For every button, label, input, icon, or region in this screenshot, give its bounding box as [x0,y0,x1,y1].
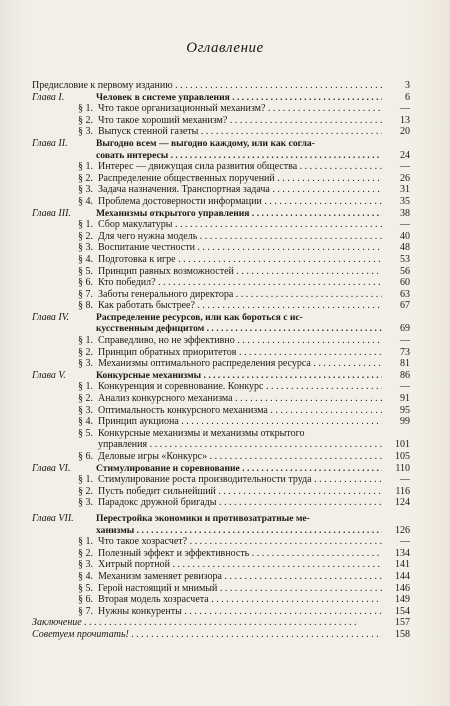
page-number: 86 [400,369,410,381]
page-number: 3 [405,80,410,91]
section-entry [32,289,410,301]
page-number: 31 [400,184,410,196]
page-number: 40 [400,230,410,242]
entry-title: Нужны конкуренты . . . [98,606,382,618]
page-number: 38 [400,207,410,219]
chapter-entry [32,463,410,475]
entry-title: Конкуренция и соревнование. Конкурс . . . [98,381,382,393]
entry-title: Сбор макулатуры . . . [98,219,382,231]
chapter-entry [32,525,410,537]
section-entry [32,416,410,428]
table-of-contents [32,80,410,641]
page-number: 105 [395,451,410,462]
entry-title: Принцип аукциона . . . [98,416,382,428]
page-number: 110 [395,462,410,474]
section-entry [32,300,410,312]
section-number: § 3. [78,184,93,196]
entry-title: Перестройка экономики и противозатратные ме- [96,512,310,524]
page-number: 48 [400,242,410,254]
section-entry [32,335,410,347]
entry-title: Принцип обратных приоритетов . . . [98,347,382,359]
chapter-label: Глава VII. [32,512,74,524]
section-number: § 6. [78,277,93,289]
section-entry [32,161,410,173]
section-number: § 3. [78,559,93,571]
chapter-entry [32,208,410,220]
entry-title: Стимулирование роста производительности труда . . . [98,474,382,486]
entry-title: Вторая модель хозрасчета . . . [98,594,382,606]
section-number: § 5. [78,427,93,439]
section-number: § 6. [78,594,93,606]
chapter-label: Глава III. [32,207,71,219]
page-number: 20 [400,126,410,138]
section-entry [32,266,410,278]
page-number: 56 [400,265,410,277]
chapter-label: Глава V. [32,369,66,381]
entry-title: Что такое организационный механизм? . . . [98,103,382,115]
page-number: 141 [395,559,410,571]
section-entry [32,439,410,451]
section-entry [32,196,410,208]
entry-title: Механизм заменяет ревизора . . . [98,571,382,583]
entry-title: Конкурсные механизмы . . . [96,370,382,382]
section-entry [32,242,410,254]
section-entry [32,474,410,486]
section-entry [32,184,410,196]
entry-title: Что такое хороший механизм? . . . [98,115,382,127]
page-number: — [400,219,410,231]
entry-title: Заботы генерального директора . . . [98,289,382,301]
section-number: § 1. [78,335,93,347]
section-entry [32,606,410,618]
page-number: 13 [400,114,410,126]
section-number: § 5. [78,582,93,594]
entry-title: Заключение . . . [32,617,382,629]
section-entry [32,594,410,606]
toc-entry [32,629,410,641]
section-entry [32,559,410,571]
page-number: 134 [395,547,410,559]
section-number: § 8. [78,300,93,312]
page-number: 154 [395,605,410,617]
entry-title: Предисловие к первому изданию . . . [32,80,382,92]
section-number: § 2. [78,114,93,126]
chapter-label: Глава II. [32,137,68,149]
entry-title: Советуем прочитать! . . . [32,629,382,641]
page-number: 95 [400,404,410,416]
section-entry [32,548,410,560]
section-number: § 1. [78,219,93,231]
toc-entry [32,80,410,92]
page-number: — [400,474,410,486]
entry-title: Проблема достоверности информации . . . [98,196,382,208]
section-number: § 7. [78,605,93,617]
entry-title: Распределение общественных поручений . . . [98,173,382,185]
page-number: 67 [400,300,410,312]
entry-title: Как работать быстрее? . . . [98,300,382,312]
page-number: 146 [395,582,410,594]
toc-entry [32,617,410,629]
page-number: 144 [395,570,410,582]
entry-title: управления . . . [98,439,382,451]
section-entry [32,393,410,405]
entry-title: кусственным дефицитом . . . [96,323,382,335]
section-number: § 7. [78,288,93,300]
page-number: 26 [400,172,410,184]
section-number: § 4. [78,416,93,428]
section-entry [32,451,410,463]
section-entry [32,405,410,417]
chapter-label: Глава IV. [32,311,70,323]
page-number: 35 [400,195,410,207]
entry-title: Справедливо, но не эффективно . . . [98,335,382,347]
entry-title: Выпуск стенной газеты . . . [98,126,382,138]
section-number: § 4. [78,195,93,207]
section-entry [32,358,410,370]
page-number: 149 [395,594,410,606]
section-number: § 2. [78,230,93,242]
section-number: § 1. [78,474,93,486]
page-number: 60 [400,277,410,289]
page-number: — [400,536,410,548]
entry-title: Анализ конкурсного механизма . . . [98,393,382,405]
page-number: 157 [395,617,410,629]
chapter-entry [32,323,410,335]
page-number: 99 [400,416,410,428]
page-number: 81 [400,358,410,370]
page-number: — [400,381,410,393]
page-title: Оглавление [186,40,264,56]
entry-title: Оптимальность конкурсного механизма . . . [98,405,382,417]
entry-title: Механизмы открытого управления . . . [96,208,382,220]
section-number: § 2. [78,547,93,559]
page-number: — [400,161,410,173]
section-entry [32,428,410,440]
section-entry [32,126,410,138]
page-number: 69 [400,323,410,335]
section-entry [32,115,410,127]
entry-title: Выгодно всем — выгодно каждому, или как согла- [96,137,315,149]
page-number: 116 [395,485,410,497]
section-number: § 3. [78,126,93,138]
entry-title: Распределение ресурсов, или как бороться с ис- [96,311,303,323]
page-number: 53 [400,253,410,265]
section-number: § 2. [78,346,93,358]
entry-title: Хитрый портной . . . [98,559,382,571]
entry-title: Стимулирование и соревнование . . . [96,463,382,475]
section-entry [32,254,410,266]
section-number: § 1. [78,536,93,548]
page-number: — [400,103,410,115]
entry-title: Принцип равных возможностей . . . [98,266,382,278]
page-number: — [400,335,410,347]
section-entry [32,571,410,583]
section-number: § 3. [78,497,93,509]
section-number: § 4. [78,253,93,265]
section-number: § 1. [78,381,93,393]
entry-title: Герой настоящий и мнимый . . . [98,583,382,595]
entry-title: Задача назначения. Транспортная задача . . . [98,184,382,196]
page-number: 101 [395,439,410,451]
chapter-entry [32,513,410,525]
chapter-entry [32,370,410,382]
page-number: 124 [395,497,410,509]
chapter-label: Глава I. [32,91,65,103]
section-entry [32,347,410,359]
section-entry [32,536,410,548]
section-entry [32,231,410,243]
chapter-entry [32,138,410,150]
section-number: § 3. [78,358,93,370]
chapter-entry [32,312,410,324]
section-entry [32,277,410,289]
chapter-entry [32,150,410,162]
section-entry [32,219,410,231]
entry-title: Конкурсные механизмы и механизмы открытого [98,427,305,439]
section-entry [32,381,410,393]
section-number: § 6. [78,451,93,462]
entry-title: Парадокс дружной бригады . . . [98,497,382,509]
page-number: 24 [400,149,410,161]
entry-title: Человек в системе управления . . . [96,92,382,104]
section-entry [32,103,410,115]
section-number: § 2. [78,172,93,184]
entry-title: совать интересы . . . [96,150,382,162]
section-number: § 1. [78,103,93,115]
chapter-entry [32,92,410,104]
entry-title: Пусть победит сильнейший . . . [98,486,382,498]
page-number: 6 [405,91,410,103]
entry-title: Что такое хозрасчет? . . . [98,536,382,548]
chapter-label: Глава VI. [32,462,71,474]
section-entry [32,583,410,595]
entry-title: Деловые игры «Конкурс» . . . [98,451,382,463]
page-number: 73 [400,346,410,358]
entry-title: Подготовка к игре . . . [98,254,382,266]
entry-title: Механизмы оптимального распределения ресурса . . . [98,358,382,370]
section-number: § 3. [78,404,93,416]
page-number: 158 [395,628,410,640]
entry-title: Воспитание честности . . . [98,242,382,254]
section-number: § 3. [78,242,93,254]
section-number: § 1. [78,161,93,173]
page-number: 91 [400,393,410,405]
entry-title: Полезный эффект и эффективность . . . [98,548,382,560]
section-entry [32,486,410,498]
section-number: § 5. [78,265,93,277]
entry-title: Кто победил? . . . [98,277,382,289]
entry-title: Для чего нужна модель . . . [98,231,382,243]
section-entry [32,497,410,509]
section-number: § 4. [78,570,93,582]
section-number: § 2. [78,485,93,497]
page-number: 126 [395,524,410,536]
entry-title: Интерес — движущая сила развития общества . . . [98,161,382,173]
page-number: 63 [400,288,410,300]
entry-title: ханизмы . . . [96,525,382,537]
section-number: § 2. [78,393,93,405]
section-entry [32,173,410,185]
